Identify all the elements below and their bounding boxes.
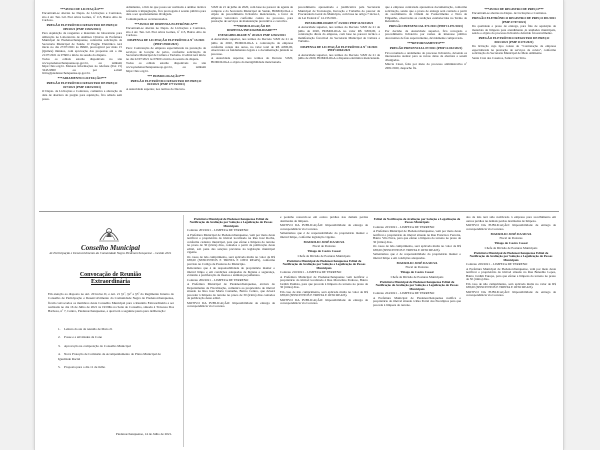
paragraph: procedimento apresentado e justificativa pela Secretaria Municipal de Tecnologia, Inovação e Trabalho do parecer da Procuradoria Geral do Município, com base no artigo 7 inciso I, da Lei Federal nº 14.133/2021.	[298, 6, 380, 20]
agenda-text: Leitura da ata da reunião de Maio 21	[64, 327, 113, 331]
section-divider	[39, 211, 559, 212]
section-heading: DISPENSA DE LICITAÇÃO ELETRÔNICA Nº 10/2021 PMP 12064/2021	[300, 44, 378, 53]
section-heading: ***RETORNAMENTO***	[407, 41, 445, 45]
paragraph: Todos os editais estarão disponíveis no site www.piedenorchenquense.sp.gov.br, ou também https://bnc.org.br.	[126, 61, 206, 73]
paragraph: Salientamos que é de responsabilidade do proprietário manter o imóvel limpo e em condições adequadas.	[373, 252, 461, 260]
notice-date: Piedenorchenquense, 14 de Julho de 2021.	[115, 432, 172, 436]
column-content	[466, 216, 556, 298]
paragraph: Os casos de não cumprimento, será aplicada multa no valor de R$ 638,00 (SEISCENTOS E TRINTA E OITO REAIS).	[373, 244, 461, 252]
top-column-3	[211, 6, 293, 206]
paragraph: Em caso de não cumprimento, será aplicada multa no valor de R$ 638,00 (SEISCENTOS E TRINTA E OITO REAIS).	[466, 281, 556, 290]
signature-title: Fiscal de Posturas	[312, 244, 336, 249]
section-heading: ***AVISO DE DISPENSA ELETRÔNICA***	[134, 21, 198, 26]
section-heading: *** HOMOLOGAÇÃO***	[147, 73, 185, 78]
paragraph: Fica retomado o andamento do processo licitatório, devendo os interessados atentar para as novas datas de abertura a serem divulgadas.	[385, 50, 467, 62]
section-heading: INEXIGIBILIDADE Nº 20/2021 PMP 12363/2021	[218, 33, 286, 38]
notice-intro: Em atenção ao disposto no Art. 20 inciso II, e Art. 21 §1º, §2º e §3º do Regimento Interno do Conselho de Participação e Desenvolvimento da Comunidade Negra de Piedenorchenquense, ficam convocados os membros deste Conselho Municipal para a Reunião Extraordinária a ser realizada no dia 16 de Julho de 2021 às 19:00hs na Sede do Conselho, situada à Travessa Dos Barbosa, nº 7, Centro, Piedenorchenquense, a qual terá a seguinte pauta para deliberação:	[48, 292, 174, 314]
agenda-text: Posse e a atividades da Cone	[64, 335, 102, 340]
signature-title: Fiscal de Posturas	[499, 236, 523, 241]
section-heading: PREGÃO ELETRÔNICO REGISTRO DE PREÇO 027/2021 (PMP 14023/2021)	[46, 81, 118, 89]
signature-name: MAURILIO JOSÉ DA SILVA	[303, 239, 345, 244]
contract-column-3	[373, 216, 461, 448]
paragraph: A Prefeitura Municipal de Piedenorchenquense notifica o proprietário do imóvel situado à Rua Portal dos Eucaliptos para que proceda à limpeza do terreno.	[373, 295, 461, 307]
council-seal-icon	[97, 222, 121, 242]
paragraph: Contrato 224/2021 – LIMPEZA DE TERRENO	[373, 291, 435, 296]
paragraph: dos de não terá sido notificado à empresa para recolhimento em outros prédios na demais perdas destinadas de limpeza.	[466, 216, 556, 223]
agenda-number: 1.	[58, 327, 61, 331]
paragraph: A Prefeitura Municipal de Piedenorchenquense, vem por meio deste notificar o proprietário do imóvel localizado na Rua José Rocha, conforme cadastro municipal, para que efetue a limpeza do terreno no prazo de 30 (trinta) dias, contados a partir da publicação deste edital, sob pena das sanções previstas na legislação municipal vigente.	[187, 232, 275, 255]
agenda-list	[58, 327, 173, 374]
paragraph: Os casos de não cumprimento, será aplicada multa no valor de R$ 638,00 (SEISCENTOS E TRINTA E OITO REAIS), conforme previsto no Código de Posturas do Município.	[187, 254, 275, 266]
paragraph: que a empresa contratada apresentou documentação, conforme solicitação, sendo que o prazo de entrega será contado a partir do recebimento da Ordem de Fornecimento e Nota de Empenho, observadas as condições estabelecidas no Termo de Referência.	[385, 6, 467, 24]
notice-heading	[42, 272, 179, 287]
column-content	[187, 218, 275, 309]
section-heading: PREGÃO ELETRÔNICO REGISTRO DE PREÇO 001/2021 (PMP 27/07/2021)	[472, 16, 556, 24]
agenda-number: 3.	[58, 343, 61, 348]
paragraph: Em caso de não cumprimento, será aplicada multa no valor de R$ 638,00 (SEISCENTOS E TRINTA E OITO REAIS).	[280, 289, 368, 298]
paragraph: Da qualidade e prazo de entrega, para fins de aquisição de materiais de limpeza para atendimento às unidades municipais, sendo o objeto do processo licitatório deferido favoravelmente.	[472, 24, 556, 36]
signature-title: Chefe da Divisão de Posturas Municipais	[390, 274, 444, 279]
paragraph: Comuniquem-se os interessados.	[126, 16, 168, 21]
paragraph: 5.820 de 21 de julho de 2020, com base no parecer do agente de compras e da Secretaria Municipal de Saúde, HOMOLOGA o objeto do procedimento licitatório mencionado, a favor da empresa vencedora conforme consta no processo, para prestação de serviços de manutenção preventiva e corretiva.	[211, 6, 293, 24]
top-column-4	[298, 6, 380, 206]
column-content	[211, 6, 293, 64]
paragraph: Salientamos que é de responsabilidade do proprietário manter o imóvel limpo, conforme legislação vigente.	[280, 230, 368, 239]
council-title: Conselho Municipal	[81, 244, 140, 252]
column-content	[373, 218, 461, 308]
paragraph: MOTIVO DA PUBLICAÇÃO: Impossibilidade de entrega de correspondência via Correios.	[187, 300, 275, 309]
paragraph: Por decisão da Autoridade superior, fica revogado o procedimento licitatório por razões de interesse público decorrentes de fato superveniente, devidamente comprovado.	[385, 28, 467, 40]
paragraph: Encontram-se abertas no Depto. de Licitações e Contratos, sito à Av. Ten. Gil. Eloi Alves Gomes, nº 115, Bairro Alto do Cardoso.	[126, 26, 206, 38]
council-notice	[42, 219, 179, 445]
section-heading: PREGÃO PRESENCIAL 07/2021 (PMP 12.042/2021)	[389, 46, 463, 51]
column-content	[298, 6, 380, 61]
paragraph: A Autoridade superior, nos termos do Decreto 5.820, HOMOLOGA o objeto da inexigibilidade mencionada.	[211, 56, 293, 64]
agenda-item	[58, 352, 173, 361]
paragraph: A Prefeitura Municipal de Piedenorchenquense, vem por meio deste notificar o proprietário do imóvel situado na Rua Benedito Lopes, Bairro Jardim Europa, para que efetue a limpeza do terreno no prazo de 30 (trinta) dias.	[466, 266, 556, 282]
section-heading: ***HOMOLOGAÇÃO DE DISPENSA/INEXIGIBILIDADE***	[226, 24, 278, 32]
agenda-item	[58, 327, 173, 331]
column-content	[280, 216, 368, 306]
paragraph: Para: Contratação de empresa especializada na prestação de serviços de locação de palco, conforme solicitação da Secretaria Municipal de Cultura e Turismo. O edital terá início no dia 22/07/2021 às 07h00 a início da sessão da disputa.	[126, 46, 206, 61]
signature-name: Thiago de Castro Cassol	[307, 249, 341, 254]
signature-title: Fiscal de Posturas	[405, 265, 429, 270]
section-heading: Prefeitura Municipal de Piedenorchenquense Edital de Notificação de Avaliação por Solução e Legalização de Posses Municipais	[469, 250, 553, 262]
paragraph: Adiamento, a fim de que possa ser realizada a análise técnica referente à impugnação, fica prorrogada à sessão pública para data a ser oportunamente divulgada.	[126, 6, 206, 17]
top-column-2	[126, 6, 206, 206]
paragraph: e poderão ressarcir-se em outros prédios nas demais perdas destinadas de limpeza.	[280, 216, 368, 223]
contract-column-1	[187, 216, 275, 448]
signature-name: MAURILIO JOSÉ DA SILVA	[396, 260, 438, 265]
paragraph: MOTIVO DA PUBLICAÇÃO: Impossibilidade de entrega de correspondência via Correios.	[466, 222, 556, 231]
top-column-5	[385, 6, 467, 206]
section-heading: ***AVISO DE LICITAÇÃO***	[60, 6, 104, 11]
agenda-item	[58, 335, 173, 339]
paragraph: Márcia César, feita por meio do processo administrativo nº 2681/2020, despacho fls.	[385, 62, 467, 70]
column-divider	[183, 215, 184, 447]
signature-name: Thiago de Castro Cassol	[494, 241, 528, 246]
agenda-item	[58, 365, 173, 369]
paragraph: Contrato 210/2021 – LIMPEZA DE TERRENO	[280, 270, 342, 275]
paragraph: Encontram-se abertas no Depto. de Licitações e Contratos, sito à Av. Ten. Gil. Eloi Alves Gomes, nº 115, Bairro Alto do Cardoso.	[42, 11, 122, 23]
paragraph: A Prefeitura Municipal de Piedenorchenquense, vem por meio deste notificar o proprietário do imóvel situado na Rua Francisco Ferreira, Bairro Vila Nova, para que efetue a limpeza do terreno no prazo de 30 (trinta) dias.	[373, 229, 461, 244]
section-heading: PREGÃO PRESENCIAL 071/2021 (PMP 11.071/2021)	[389, 24, 463, 29]
paragraph: MOTIVO DA PUBLICAÇÃO: Impossibilidade de entrega de correspondência via Correios.	[280, 297, 368, 306]
paragraph: Santa Cruz dos Caseiros, Santa Cruz Sítio.	[472, 55, 527, 60]
paragraph: Da licitação cujo tipo conste de "Contratação de empresa especializada na prestação de serviços de coleta", conforme solicitação da Secretaria Municipal de Meio Ambiente.	[472, 44, 556, 56]
paragraph: MOTIVO DA PUBLICAÇÃO: Impossibilidade de entrega de correspondência via Correios.	[280, 222, 368, 231]
column-content	[385, 6, 467, 70]
agenda-text: Nova Proteção de Comissão de Acompanhamento do Plano Municipal de Igualdade Racial	[58, 352, 161, 361]
paragraph: O Depto. de Licitações e Contratos, comunica a alteração da data de abertura do pregão para aquisição, fica adiado sem prazo.	[42, 89, 122, 101]
paragraph: A Autoridade superior, nos termos do Decreto 5.820 de 21 de julho de 2020, HOMOLOGA no valor R$ 3.800,00, a contratação direta da empresa, com base no parecer técnico e manifestação favorável da Secretaria Municipal de Cultura e Turismo.	[298, 25, 380, 44]
agenda-text: Aprovação na composição do Conselho Municipal	[64, 343, 131, 348]
agenda-number: 2.	[58, 335, 61, 340]
signature-title: Chefe da Divisão de Posturas Municipais	[297, 253, 351, 258]
top-column-1	[42, 6, 122, 206]
column-content	[126, 6, 206, 91]
section-heading: Prefeitura Municipal de Piedenorchenquense Edital de Notificação de Avaliação por Solução e Legalização de Posses Municipais	[282, 258, 366, 270]
section-heading: ***ADIAMENTO LICITAÇÃO***	[57, 76, 107, 81]
paragraph: Todos os editais estarão disponíveis no site www.piedenorchenquense.sp.gov.br, ou também https://bnc.org.br. Maiores informações no telefone (0xx 15) 3243-9800 ou por e-mail licita@piedenorchenquense.sp.gov.br.	[42, 56, 122, 76]
council-subtitle: de Participação e Desenvolvimento da Comunidade Negra Piedenorchenquense – Gestão 2021	[49, 251, 172, 255]
contract-column-2	[280, 216, 368, 448]
paragraph: Contrato 206/2021 – LIMPEZA DE TERRENO	[187, 277, 249, 282]
paragraph: A Autoridade superior, nos termos do Decreto 5.820 de 21 de julho de 2020, HOMOLOGA a dispensa eletrônica mencionada.	[298, 52, 380, 61]
section-heading: ***AVISO DE REGISTRO DE PREÇO***	[484, 6, 544, 11]
paragraph: A Prefeitura Municipal de Piedenorchenquense, através do Departamento de Fiscalização, comunica ao proprietário do imóvel situado na Rua José Maria Castanho, Bairro Centro, que deverá proceder à limpeza do terreno no prazo de 30 (trinta) dias contados da publicação deste edital.	[187, 282, 275, 301]
paragraph: Contrato 229/2021 – LIMPEZA DE TERRENO	[466, 262, 528, 267]
signature-title: Chefe da Divisão de Posturas Municipais	[484, 245, 538, 250]
paragraph: MOTIVO DA PUBLICAÇÃO: Impossibilidade de entrega de correspondência via Correios.	[466, 289, 556, 298]
notice-heading-line-1: Convocação de Reunião	[79, 272, 142, 278]
column-content	[472, 8, 556, 61]
contract-column-4	[466, 216, 556, 448]
paragraph: A Autoridade superior, nos termos do Decreto 5.820 de 21 de julho de 2020, HOMOLOGA a contratação da empresa conforme consta dos autos, no valor total de R$ 4.800,00, observados os fundamentos legais e a documentação juntada ao processo.	[211, 37, 293, 56]
section-heading: PREGÃO ELETRÔNICO REGISTRO DE PREÇO 009/2021 (PMP 13365/2021)	[46, 23, 118, 31]
section-heading: PREGÃO ELETRÔNICO REGISTRO DE PREÇO 023/2021 (PMP 17713/2021)	[130, 78, 202, 87]
paragraph: Reiteramos que é de responsabilidade do proprietário manter o imóvel limpo e em condições adequadas de higiene e segurança, evitando a proliferação de insetos e animais peçonhentos.	[187, 266, 275, 278]
notice-heading-line-2: Extraordinária	[91, 279, 130, 286]
paragraph: Para Aquisição de reagentes e materiais de laboratório para utilização no Laboratório de Análises Clínicas da Prefeitura Municipal de Piedenorchenquense, conforme solicitação da Secretaria Municipal de Saúde. O Pregão Eletrônico terá início no dia 27/07/2021 às 09h00, prorrogável por mais 15 (Quinze) minutos, com aprovação das propostas até o dia 21/07/2021 às 07h00 a início da sessão da disputa.	[42, 31, 122, 57]
section-heading: Edital de Notificação de Avaliação por Solução e Legalização de Posses Municipais	[373, 216, 461, 225]
newspaper-page	[34, 0, 564, 450]
paragraph: Contrato 203/2021 – LIMPEZA DE TERRENO	[187, 228, 249, 233]
agenda-number: 5.	[58, 365, 61, 370]
section-heading: Prefeitura Municipal de Piedenorchenquense Edital de Notificação de Avaliação por Solução e Legalização de Posses Municipais	[189, 216, 273, 228]
signature-name: Thiago de Castro Cassol	[400, 270, 434, 275]
signature-name: MAURILIO JOSÉ DA SILVA	[490, 231, 532, 236]
section-heading: PREGÃO ELETRÔNICO REGISTRO DE PREÇO 0021/2021 (PMP 11173/2021)	[478, 36, 550, 44]
top-column-6	[472, 6, 556, 206]
paragraph: A Prefeitura Municipal de Piedenorchenquense vem notificar o proprietário do imóvel localizado à Rua Marcelino Pedroso, Bairro Jardim Paulista, para que proceda à limpeza do terreno no prazo de 30 (trinta) dias.	[280, 274, 368, 290]
agenda-item	[58, 344, 173, 348]
section-heading: DISPENSA DE LICITAÇÃO ELETRÔNICA Nº 13/2021 (PMP 13940/2021)	[127, 38, 205, 46]
paragraph: Encontram-se abertas no Depto. de Licitações e Contratos.	[472, 11, 547, 16]
agenda-text: Proposta para o dia 11 de Julho	[64, 365, 106, 370]
section-heading: INEXIGIBILIDADE Nº 23/2021 PMP 14.923/2021	[304, 20, 374, 25]
column-content	[42, 8, 122, 101]
section-heading: Prefeitura Municipal de Piedenorchenquense Edital de Notificação de Avaliação por Solução e Legalização de Posses Municipais	[375, 279, 459, 292]
paragraph: Contrato 223/2021 – LIMPEZA DE TERRENO	[373, 224, 435, 229]
paragraph: A Autoridade superior, nos termos do Decreto.	[126, 86, 186, 91]
agenda-number: 4.	[58, 352, 61, 357]
